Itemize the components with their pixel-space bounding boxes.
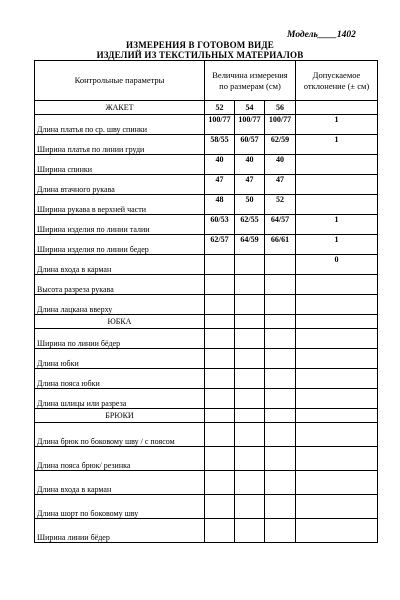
size-value — [235, 315, 265, 329]
tolerance-value — [296, 275, 378, 295]
tolerance-value: 1 — [296, 215, 378, 235]
param-label: Ширина спинки — [35, 155, 205, 175]
size-value — [265, 409, 296, 423]
size-value: 47 — [265, 175, 296, 195]
table-row — [35, 115, 378, 135]
size-value — [235, 409, 265, 423]
size-value: 100/77 — [265, 115, 296, 135]
header-params: Контрольные параметры — [35, 61, 205, 101]
size-value: 40 — [235, 155, 265, 175]
size-value — [265, 275, 296, 295]
size-value — [235, 369, 265, 389]
size-value: 60/57 — [235, 135, 265, 155]
param-label: Ширина по линии бёдер — [35, 329, 205, 349]
size-value: 62/59 — [265, 135, 296, 155]
tolerance-value: 1 — [296, 115, 378, 135]
param-label: Ширина изделия по линии бедер — [35, 235, 205, 255]
table-row — [35, 215, 378, 235]
table-row — [35, 423, 378, 447]
param-label: Ширина рукава в верхней части — [35, 195, 205, 215]
size-value — [235, 423, 265, 447]
param-label: Длина платья по ср. шву спинки — [35, 115, 205, 135]
size-value — [205, 519, 235, 543]
tolerance-value — [296, 369, 378, 389]
param-label: Длина входа в карман — [35, 255, 205, 275]
table-row — [35, 135, 378, 155]
tolerance-value — [296, 329, 378, 349]
header-sizes: Величина измерения по размерам (см) — [205, 61, 296, 101]
param-label: Длина шлицы или разреза — [35, 389, 205, 409]
size-value — [235, 447, 265, 471]
size-value: 64/57 — [265, 215, 296, 235]
table-row — [35, 295, 378, 315]
tolerance-value — [296, 495, 378, 519]
size-value — [205, 349, 235, 369]
tolerance-value — [296, 349, 378, 369]
size-value: 100/77 — [205, 115, 235, 135]
title-line-1: ИЗМЕРЕНИЯ В ГОТОВОМ ВИДЕ — [126, 40, 274, 50]
header-row — [35, 61, 378, 101]
size-value: 52 — [265, 195, 296, 215]
table-row — [35, 495, 378, 519]
param-label: Ширина платья по линии груди — [35, 135, 205, 155]
table-row — [35, 329, 378, 349]
size-value — [205, 447, 235, 471]
size-value: 66/61 — [265, 235, 296, 255]
size-value: 64/59 — [235, 235, 265, 255]
size-value — [235, 519, 265, 543]
tolerance-value — [296, 409, 378, 423]
section-row — [35, 101, 378, 115]
section-row — [35, 315, 378, 329]
size-value — [235, 255, 265, 275]
tolerance-value — [296, 471, 378, 495]
size-value — [265, 369, 296, 389]
tolerance-value — [296, 155, 378, 175]
size-value: 40 — [205, 155, 235, 175]
size-value — [205, 409, 235, 423]
size-value: 56 — [265, 101, 296, 115]
param-label: Длина шорт по боковому шву — [35, 495, 205, 519]
param-label: Длина пояса брюк/ резинка — [35, 447, 205, 471]
size-value: 62/57 — [205, 235, 235, 255]
size-value — [235, 349, 265, 369]
size-value — [205, 389, 235, 409]
header-tolerance: Допускаемое отклонение (± см) — [296, 61, 378, 101]
tolerance-value — [296, 175, 378, 195]
param-label: Ширина изделия по линии талии — [35, 215, 205, 235]
size-value — [205, 423, 235, 447]
table-row — [35, 519, 378, 543]
size-value — [205, 315, 235, 329]
size-value — [235, 389, 265, 409]
tolerance-value — [296, 389, 378, 409]
param-label: Длина пояса юбки — [35, 369, 205, 389]
size-value: 100/77 — [235, 115, 265, 135]
size-value — [205, 471, 235, 495]
size-value — [205, 369, 235, 389]
tolerance-value: 1 — [296, 135, 378, 155]
size-value — [265, 471, 296, 495]
param-label: Ширина линии бёдер — [35, 519, 205, 543]
size-value — [265, 329, 296, 349]
section-row — [35, 409, 378, 423]
size-value: 60/53 — [205, 215, 235, 235]
table-row — [35, 447, 378, 471]
size-value — [265, 255, 296, 275]
size-value — [265, 349, 296, 369]
section-label: ЖАКЕТ — [35, 101, 205, 115]
size-value — [265, 519, 296, 543]
size-value — [205, 255, 235, 275]
table-row — [35, 255, 378, 275]
param-label: Длина втачного рукава — [35, 175, 205, 195]
table-row — [35, 175, 378, 195]
table-row — [35, 369, 378, 389]
table-row — [35, 155, 378, 175]
param-label: Длина брюк по боковому шву / с поясом — [35, 423, 205, 447]
size-value: 52 — [205, 101, 235, 115]
tolerance-value — [296, 447, 378, 471]
table-row — [35, 389, 378, 409]
size-value: 47 — [205, 175, 235, 195]
tolerance-value — [296, 101, 378, 115]
model-label: Модель____1402 — [287, 30, 356, 40]
measurements-table — [34, 60, 378, 543]
size-value: 47 — [235, 175, 265, 195]
size-value — [265, 423, 296, 447]
table-row — [35, 235, 378, 255]
size-value: 50 — [235, 195, 265, 215]
tolerance-value — [296, 519, 378, 543]
param-label: Высота разреза рукава — [35, 275, 205, 295]
size-value — [265, 495, 296, 519]
table-row — [35, 195, 378, 215]
size-value — [265, 447, 296, 471]
size-value — [235, 329, 265, 349]
size-value — [235, 295, 265, 315]
size-value — [205, 275, 235, 295]
table-row — [35, 349, 378, 369]
tolerance-value: 1 — [296, 235, 378, 255]
table-row — [35, 275, 378, 295]
title-line-2: ИЗДЕЛИЙ ИЗ ТЕКСТИЛЬНЫХ МАТЕРИАЛОВ — [96, 50, 304, 60]
size-value — [235, 275, 265, 295]
size-value — [205, 295, 235, 315]
size-value — [265, 315, 296, 329]
size-value — [205, 329, 235, 349]
size-value — [205, 495, 235, 519]
size-value: 58/55 — [205, 135, 235, 155]
size-value — [235, 471, 265, 495]
tolerance-value — [296, 423, 378, 447]
table-row — [35, 471, 378, 495]
size-value — [265, 389, 296, 409]
tolerance-value — [296, 315, 378, 329]
tolerance-value — [296, 295, 378, 315]
size-value — [265, 295, 296, 315]
section-label: БРЮКИ — [35, 409, 205, 423]
param-label: Длина юбки — [35, 349, 205, 369]
size-value: 62/55 — [235, 215, 265, 235]
size-value: 54 — [235, 101, 265, 115]
param-label: Длина входа в карман — [35, 471, 205, 495]
section-label: ЮБКА — [35, 315, 205, 329]
size-value: 40 — [265, 155, 296, 175]
size-value — [235, 495, 265, 519]
tolerance-value — [296, 195, 378, 215]
tolerance-value: 0 — [296, 255, 378, 275]
size-value: 48 — [205, 195, 235, 215]
param-label: Длина лацкана вверху — [35, 295, 205, 315]
